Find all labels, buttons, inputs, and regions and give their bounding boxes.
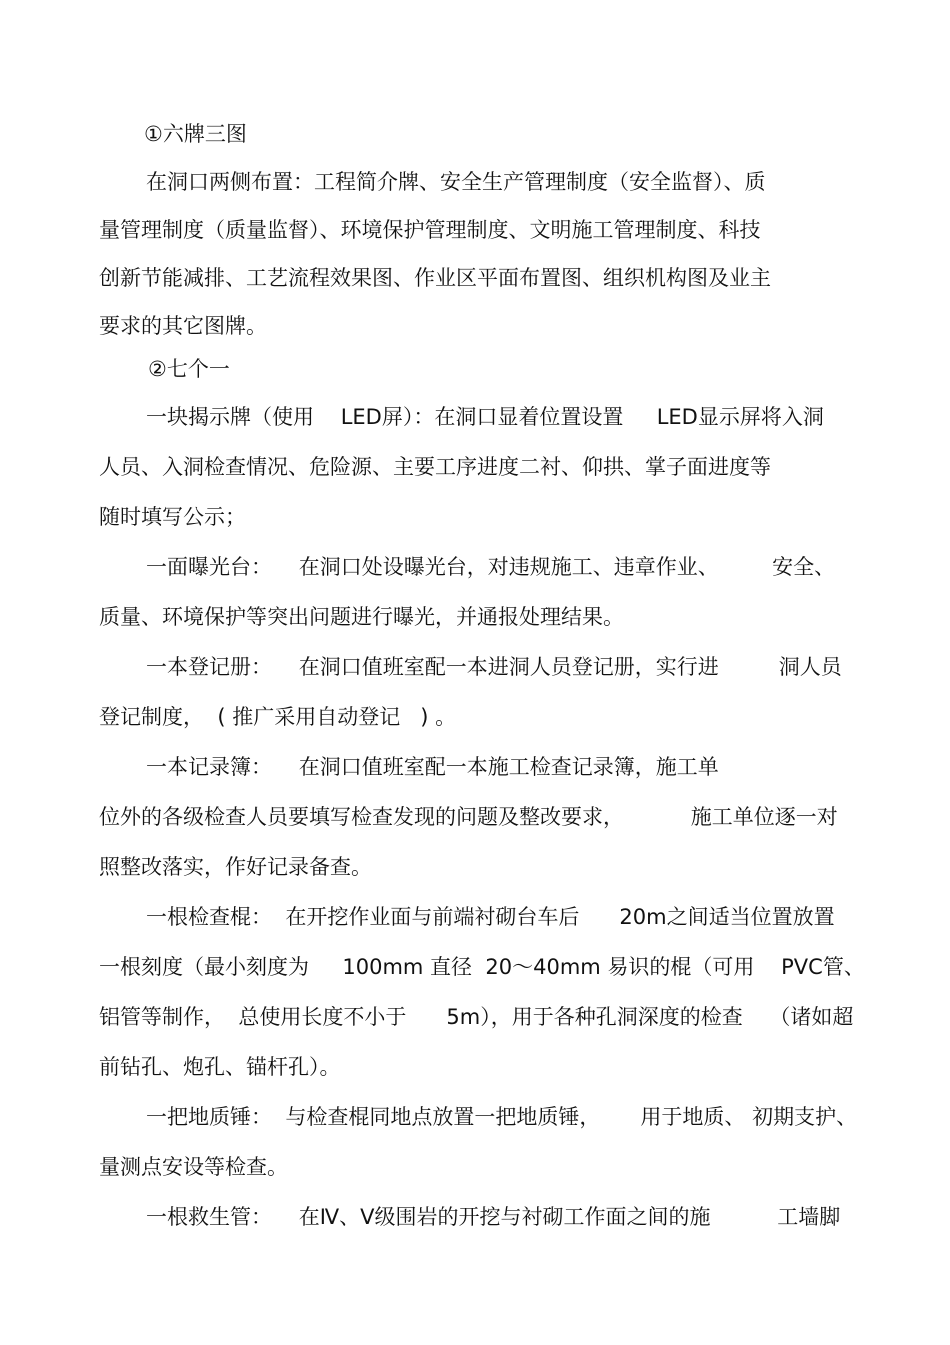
paragraph-line: 一块揭示牌（使用 LED屏）：在洞口显着位置设置 LED显示屏将入洞 <box>146 405 824 429</box>
paragraph-line: 随时填写公示； <box>99 505 246 529</box>
paragraph-line: 一根检查棍： 在开挖作业面与前端衬砌台车后 20m之间适当位置放置 <box>146 905 835 929</box>
paragraph-line: 人员、入洞检查情况、危险源、主要工序进度二衬、仰拱、掌子面进度等 <box>99 455 771 479</box>
paragraph-line: 在洞口两侧布置：工程简介牌、安全生产管理制度（安全监督）、质 <box>146 170 766 194</box>
paragraph-line: 一本记录簿： 在洞口值班室配一本施工检查记录簿，施工单 <box>146 755 719 779</box>
paragraph-line: 要求的其它图牌。 <box>99 314 267 338</box>
paragraph-line: 一本登记册： 在洞口值班室配一本进洞人员登记册，实行进 洞人员 <box>146 655 842 679</box>
heading-six-signs-three-charts: ①六牌三图 <box>144 122 247 146</box>
paragraph-line: 铝管等制作， 总使用长度不小于 5m），用于各种孔洞深度的检查 （诸如超 <box>99 1005 854 1029</box>
paragraph-line: 照整改落实，作好记录备查。 <box>99 855 372 879</box>
heading-seven-ones: ②七个一 <box>148 357 230 381</box>
paragraph-line: 量测点安设等检查。 <box>99 1155 288 1179</box>
paragraph-line: 位外的各级检查人员要填写检查发现的问题及整改要求， 施工单位逐一对 <box>99 805 838 829</box>
paragraph-line: 前钻孔、炮孔、锚杆孔）。 <box>99 1055 341 1079</box>
paragraph-line: 一根救生管： 在Ⅳ、Ⅴ级围岩的开挖与衬砌工作面之间的施 工墙脚 <box>146 1205 841 1229</box>
paragraph-line: 量管理制度（质量监督）、环境保护管理制度、文明施工管理制度、科技 <box>99 218 761 242</box>
paragraph-line: 一把地质锤： 与检查棍同地点放置一把地质锤， 用于地质、 初期支护、 <box>146 1105 858 1129</box>
paragraph-line: 一根刻度（最小刻度为 100mm 直径 20～40mm 易识的棍（可用 PVC管、 <box>99 955 865 979</box>
paragraph-line: 质量、环境保护等突出问题进行曝光，并通报处理结果。 <box>99 605 624 629</box>
paragraph-line: 登记制度， ( 推广采用自动登记 ) 。 <box>99 705 457 729</box>
paragraph-line: 一面曝光台： 在洞口处设曝光台，对违规施工、违章作业、 安全、 <box>146 555 836 579</box>
paragraph-line: 创新节能减排、工艺流程效果图、作业区平面布置图、组织机构图及业主 <box>99 266 771 290</box>
